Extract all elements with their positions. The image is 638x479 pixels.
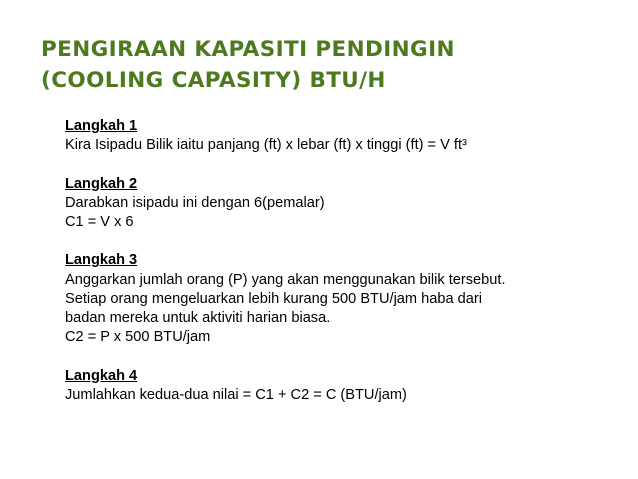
steps-list — [65, 117, 605, 424]
step-1-heading: Langkah 1 — [65, 118, 138, 134]
step-3-line-2: Setiap orang mengeluarkan lebih kurang 500 BTU/jam haba dari — [65, 290, 482, 307]
slide-title — [41, 34, 611, 96]
step-3 — [65, 251, 605, 347]
step-1 — [65, 117, 605, 155]
step-3-heading: Langkah 3 — [65, 252, 138, 269]
slide-title-line-2: (COOLING CAPASITY) BTU/H — [41, 68, 386, 93]
step-3-line-3: badan mereka untuk aktiviti harian biasa. — [65, 310, 331, 326]
step-3-line-4: C2 = P x 500 BTU/jam — [65, 329, 211, 346]
step-3-line-1: Anggarkan jumlah orang (P) yang akan menggunakan bilik tersebut. — [65, 271, 506, 288]
step-1-line-1: Kira Isipadu Bilik iaitu panjang (ft) x lebar (ft) x tinggi (ft) = V ft³ — [65, 137, 467, 154]
step-4-heading: Langkah 4 — [65, 367, 138, 384]
slide-title-line-1: PENGIRAAN KAPASITI PENDINGIN — [41, 37, 455, 62]
step-2-line-2: C1 = V x 6 — [65, 214, 134, 230]
step-2-heading: Langkah 2 — [65, 175, 138, 192]
step-2-line-1: Darabkan isipadu ini dengan 6(pemalar) — [65, 194, 325, 211]
step-2 — [65, 175, 605, 233]
step-4 — [65, 367, 605, 405]
step-4-line-1: Jumlahkan kedua-dua nilai = C1 + C2 = C (BTU/jam) — [65, 386, 407, 403]
